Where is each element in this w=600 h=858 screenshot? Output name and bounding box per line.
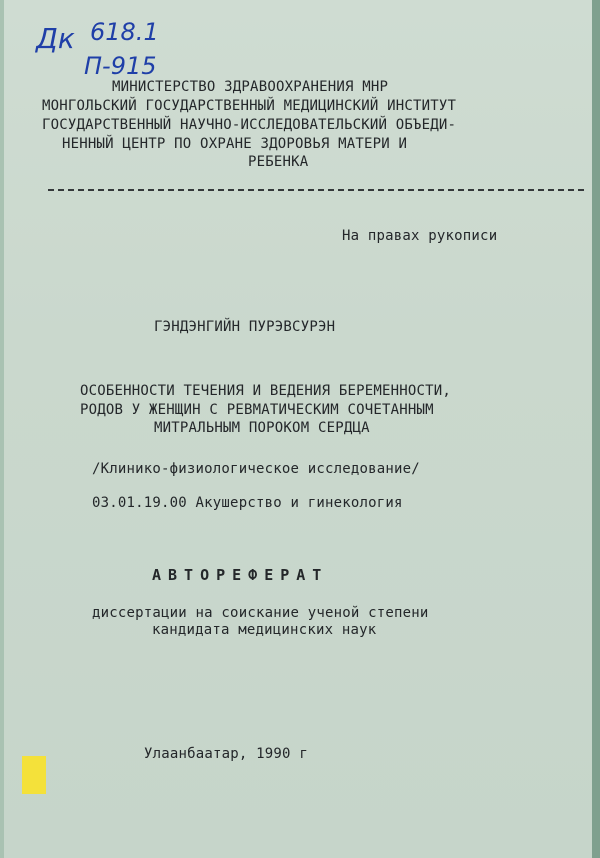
header-center-line2: НЕННЫЙ ЦЕНТР ПО ОХРАНЕ ЗДОРОВЬЯ МАТЕРИ И bbox=[62, 136, 408, 152]
study-type: /Клинико-физиологическое исследование/ bbox=[92, 461, 420, 477]
place-and-year: Улаанбаатар, 1990 г bbox=[144, 746, 308, 762]
page-edge-right bbox=[592, 0, 600, 858]
title-line-3: МИТРАЛЬНЫМ ПОРОКОМ СЕРДЦА bbox=[154, 420, 370, 436]
yellow-index-tab bbox=[22, 756, 46, 794]
separator-dashed-line bbox=[48, 189, 584, 191]
title-line-1: ОСОБЕННОСТИ ТЕЧЕНИЯ И ВЕДЕНИЯ БЕРЕМЕННОСТИ, bbox=[80, 383, 452, 399]
author-name: ГЭНДЭНГИЙН ПУРЭВСУРЭН bbox=[154, 319, 336, 335]
header-ministry: МИНИСТЕРСТВО ЗДРАВООХРАНЕНИЯ МНР bbox=[112, 79, 389, 95]
title-line-2: РОДОВ У ЖЕНЩИН С РЕВМАТИЧЕСКИМ СОЧЕТАННЫМ bbox=[80, 402, 434, 418]
specialty-code: 03.01.19.00 Акушерство и гинекология bbox=[92, 495, 403, 511]
purpose-line-1: диссертации на соискание ученой степени bbox=[92, 605, 429, 621]
handwritten-code: 618.1 bbox=[90, 18, 159, 46]
header-institute: МОНГОЛЬСКИЙ ГОСУДАРСТВЕННЫЙ МЕДИЦИНСКИЙ ИНСТИТУТ bbox=[42, 98, 457, 114]
manuscript-note: На правах рукописи bbox=[342, 228, 498, 244]
page-edge-left bbox=[0, 0, 4, 858]
header-center-line1: ГОСУДАРСТВЕННЫЙ НАУЧНО-ИССЛЕДОВАТЕЛЬСКИЙ ОБЪЕДИ- bbox=[42, 117, 457, 133]
handwritten-shelf-mark: П-915 bbox=[84, 52, 157, 80]
header-center-line3: РЕБЕНКА bbox=[248, 154, 309, 170]
purpose-line-2: кандидата медицинских наук bbox=[152, 622, 377, 638]
handwritten-dk: Дк bbox=[36, 22, 75, 55]
document-type-heading: АВТОРЕФЕРАТ bbox=[152, 566, 329, 584]
